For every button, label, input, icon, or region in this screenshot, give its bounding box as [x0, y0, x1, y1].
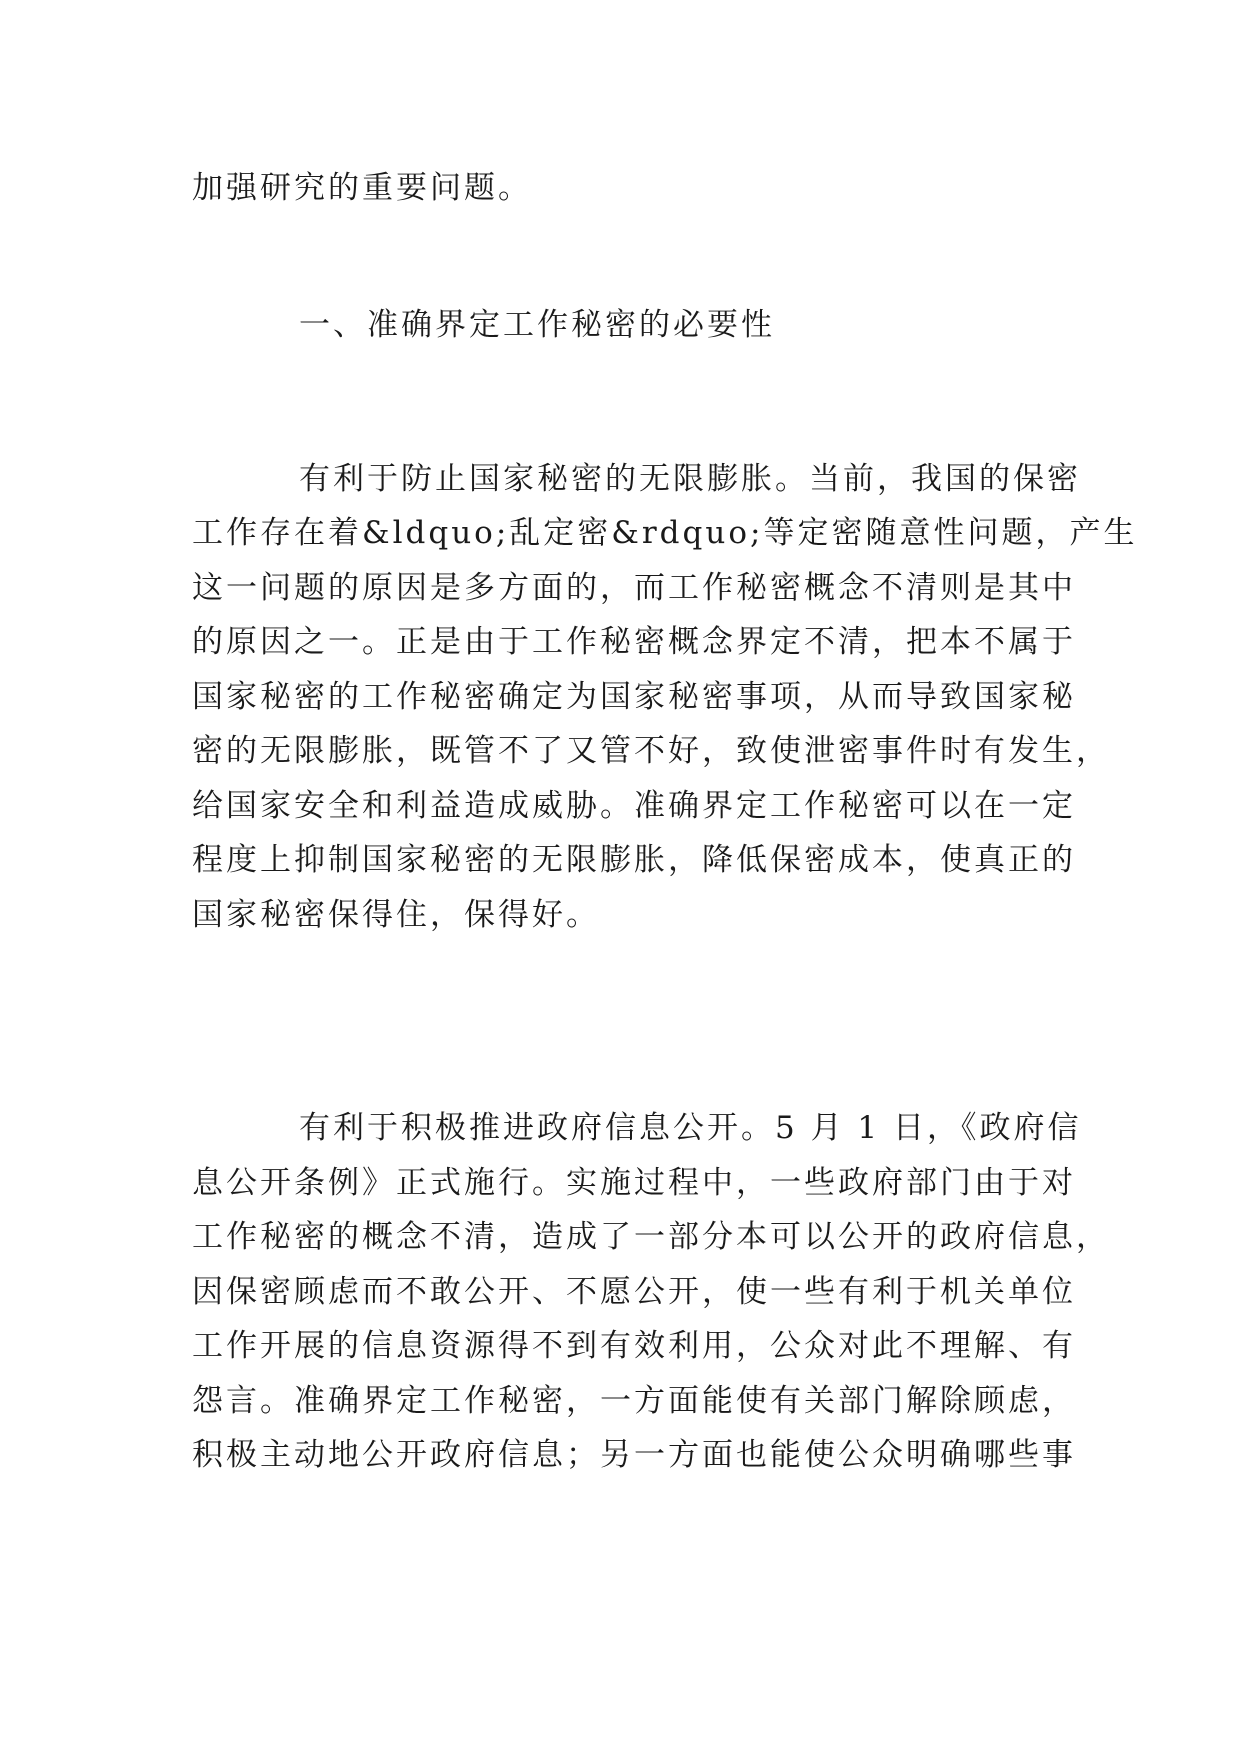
paragraph-line: 国家秘密的工作秘密确定为国家秘密事项，从而导致国家秘 — [192, 679, 1076, 715]
paragraph-line: 积极主动地公开政府信息；另一方面也能使公众明确哪些事 — [192, 1437, 1076, 1473]
paragraph-line: 这一问题的原因是多方面的，而工作秘密概念不清则是其中 — [192, 570, 1076, 606]
paragraph-line: 工作开展的信息资源得不到有效利用，公众对此不理解、有 — [192, 1328, 1076, 1364]
paragraph-line: 因保密顾虑而不敢公开、不愿公开，使一些有利于机关单位 — [192, 1274, 1076, 1310]
paragraph-line: 有利于积极推进政府信息公开。5 月 1 日，《政府信 — [299, 1110, 1082, 1146]
paragraph-line: 有利于防止国家秘密的无限膨胀。当前，我国的保密 — [299, 461, 1081, 497]
paragraph-line: 密的无限膨胀，既管不了又管不好，致使泄密事件时有发生， — [192, 733, 1110, 769]
paragraph-line: 国家秘密保得住，保得好。 — [192, 897, 600, 933]
paragraph-line: 给国家安全和利益造成威胁。准确界定工作秘密可以在一定 — [192, 788, 1076, 824]
section-heading: 一、准确界定工作秘密的必要性 — [299, 307, 775, 343]
paragraph-line: 程度上抑制国家秘密的无限膨胀，降低保密成本，使真正的 — [192, 842, 1076, 878]
paragraph-line: 息公开条例》正式施行。实施过程中，一些政府部门由于对 — [192, 1165, 1076, 1201]
paragraph-line: 工作存在着&ldquo;乱定密&rdquo;等定密随意性问题，产生 — [192, 515, 1138, 551]
intro-tail-text: 加强研究的重要问题。 — [192, 170, 532, 206]
paragraph-line: 的原因之一。正是由于工作秘密概念界定不清，把本不属于 — [192, 624, 1076, 660]
paragraph-line: 工作秘密的概念不清，造成了一部分本可以公开的政府信息， — [192, 1219, 1110, 1255]
paragraph-line: 怨言。准确界定工作秘密，一方面能使有关部门解除顾虑， — [192, 1383, 1076, 1419]
